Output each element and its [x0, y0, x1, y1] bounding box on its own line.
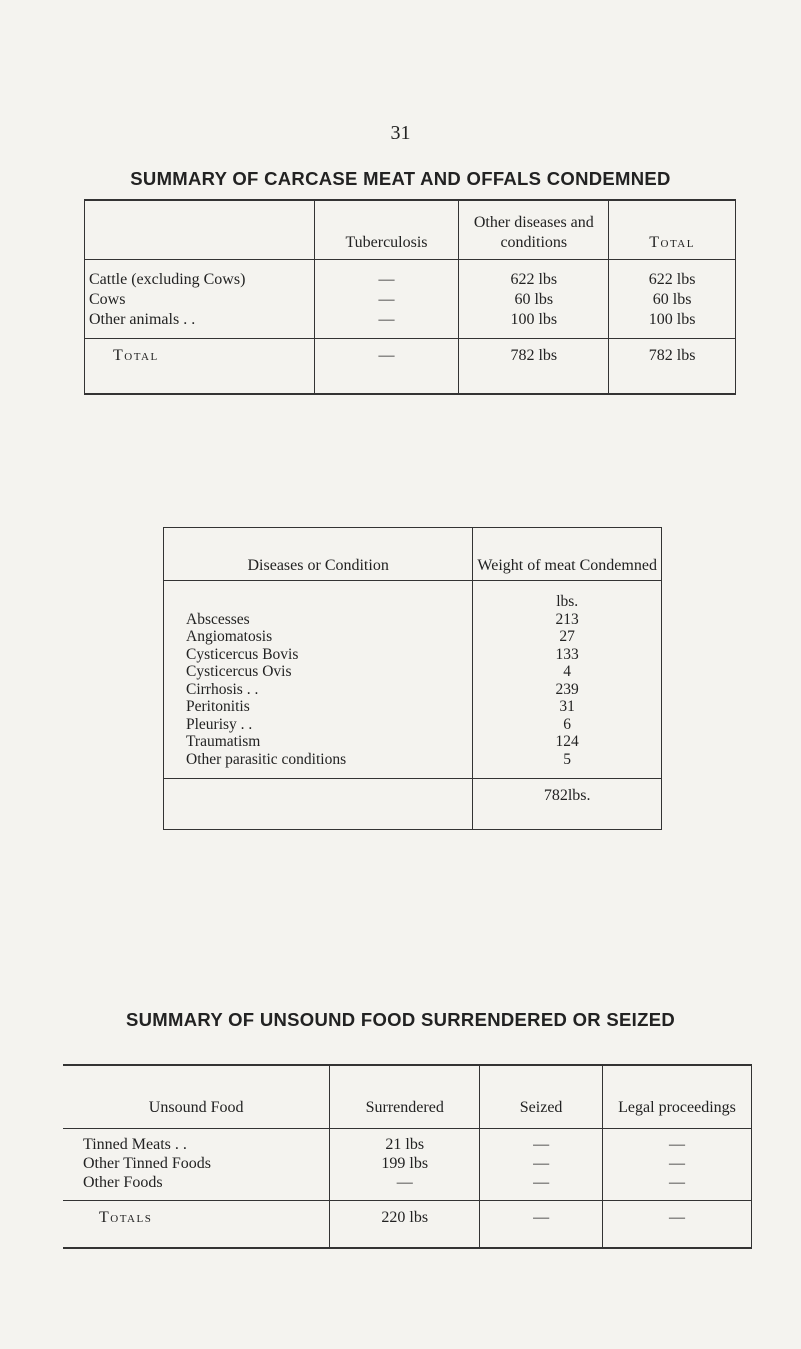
list-item: Traumatism [186, 733, 261, 750]
unsound-col-food: Unsound Food [63, 1065, 330, 1129]
table-cell: 199 lbs [381, 1155, 429, 1172]
diseases-table [163, 527, 662, 830]
unsound-labels [63, 1129, 330, 1201]
table-cell: — [396, 1174, 413, 1191]
list-item: Cysticercus Bovis [186, 645, 299, 663]
carcase-total-tb: — [314, 339, 459, 395]
table-row-label: Other Foods [83, 1174, 163, 1191]
carcase-col-other: Other diseases and conditions [459, 200, 609, 260]
page-number: 31 [390, 122, 411, 144]
table-cell: — [669, 1136, 686, 1153]
unit-label: lbs. [556, 593, 579, 610]
table-cell: — [378, 271, 395, 288]
list-item: Cirrhosis . . [186, 680, 259, 698]
list-item: Pleurisy . . [186, 715, 253, 733]
unsound-table [63, 1064, 752, 1249]
list-item: Other parasitic conditions [186, 750, 347, 768]
table-cell: — [533, 1155, 550, 1172]
table-cell: 5 [563, 750, 572, 768]
carcase-total-total: 782 lbs [609, 339, 736, 395]
diseases-weights [473, 581, 662, 779]
table-cell: 622 lbs [648, 271, 696, 288]
table-cell: 27 [559, 628, 575, 645]
carcase-tb-values [314, 260, 459, 339]
diseases-names [164, 581, 473, 779]
unsound-col-surrendered: Surrendered [330, 1065, 480, 1129]
table-cell: — [669, 1174, 686, 1191]
table-row-label: Other Tinned Foods [83, 1155, 212, 1172]
unsound-legal-values [603, 1129, 752, 1201]
carcase-total-values [609, 260, 736, 339]
unsound-seized-values [480, 1129, 603, 1201]
table-cell: 6 [563, 715, 572, 733]
carcase-col-tuberculosis: Tuberculosis [314, 200, 459, 260]
carcase-total-label: Total [85, 339, 315, 395]
table-cell: 124 [555, 733, 579, 750]
table-cell: — [533, 1174, 550, 1191]
table-cell: — [378, 311, 395, 328]
list-item: Angiomatosis [186, 628, 273, 645]
table-cell: 213 [555, 610, 579, 628]
carcase-table [84, 199, 736, 395]
carcase-heading: SUMMARY OF CARCASE MEAT AND OFFALS CONDEMNED [130, 168, 671, 189]
carcase-col-total: Total [609, 200, 736, 260]
carcase-total-other: 782 lbs [459, 339, 609, 395]
table-cell: 60 lbs [652, 291, 692, 308]
table-cell: — [533, 1136, 550, 1153]
table-row-label: Cattle (excluding Cows) [89, 271, 246, 288]
carcase-col-label [85, 200, 315, 260]
table-cell: 4 [563, 663, 572, 680]
unsound-total-label: Totals [63, 1201, 330, 1249]
table-cell: 100 lbs [648, 311, 696, 328]
carcase-other-values [459, 260, 609, 339]
unsound-total-legal: — [603, 1201, 752, 1249]
table-cell: — [378, 291, 395, 308]
unsound-heading: SUMMARY OF UNSOUND FOOD SURRENDERED OR SEIZED [125, 1009, 675, 1030]
table-cell: 60 lbs [514, 291, 554, 308]
table-cell: 133 [555, 645, 579, 663]
unsound-total-seized: — [480, 1201, 603, 1249]
diseases-col-condition: Diseases or Condition [164, 528, 473, 581]
table-cell: 100 lbs [510, 311, 558, 328]
table-row-label: Tinned Meats . . [83, 1136, 187, 1153]
list-item: Abscesses [186, 610, 250, 628]
list-item: Cysticercus Ovis [186, 663, 292, 680]
unsound-surrendered-values [330, 1129, 480, 1201]
table-cell: — [669, 1155, 686, 1172]
table-cell: 622 lbs [510, 271, 558, 288]
carcase-labels [85, 260, 315, 339]
unsound-total-surrendered: 220 lbs [330, 1201, 480, 1249]
table-row-label: Other animals . . [89, 311, 196, 328]
table-cell: 239 [555, 680, 579, 698]
unsound-col-legal: Legal proceedings [603, 1065, 752, 1129]
diseases-total-blank [164, 779, 473, 830]
unsound-col-seized: Seized [480, 1065, 603, 1129]
spacer [186, 593, 472, 611]
table-cell: 21 lbs [385, 1136, 425, 1153]
diseases-total: 782lbs. [473, 779, 662, 830]
table-cell: 31 [559, 698, 575, 715]
diseases-col-weight: Weight of meat Condemned [473, 528, 662, 581]
table-row-label: Cows [89, 291, 126, 308]
list-item: Peritonitis [186, 698, 250, 715]
